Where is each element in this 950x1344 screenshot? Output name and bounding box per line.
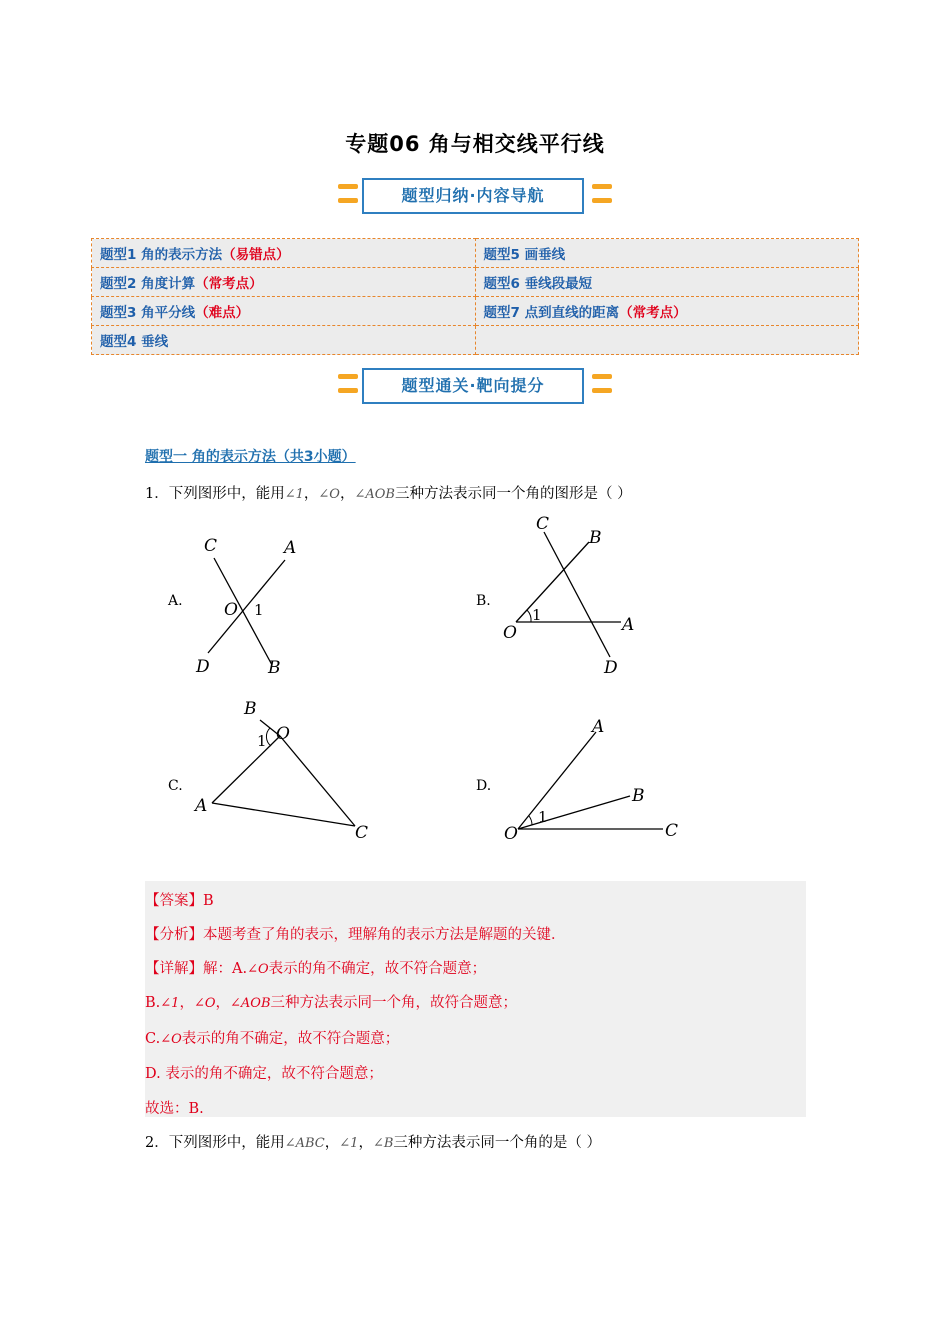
line-ad xyxy=(208,560,285,653)
label-b: B xyxy=(589,528,602,548)
label-c: C xyxy=(204,536,218,556)
topic-cell[interactable] xyxy=(475,239,859,268)
detail-text: B. xyxy=(145,995,161,1011)
banner-practice xyxy=(338,364,612,412)
angle-mark xyxy=(527,610,531,622)
figure-c xyxy=(190,698,380,840)
topic-tag: （易错点） xyxy=(222,247,290,263)
table-row xyxy=(92,297,859,326)
math-expr: ∠O xyxy=(160,1032,182,1047)
table-row xyxy=(92,239,859,268)
label-b: B xyxy=(268,658,281,678)
topic-label: 题型4 垂线 xyxy=(100,334,169,350)
analysis-line: 【分析】本题考查了角的表示，理解角的表示方法是解题的关键． xyxy=(145,927,566,943)
banner-content-navigation xyxy=(338,174,612,222)
answer-line: 【答案】B xyxy=(145,893,214,909)
topic-label: 题型6 垂线段最短 xyxy=(483,276,593,292)
label-c: C xyxy=(665,821,679,840)
detail-text: 表示的角不确定，故不符合题意； xyxy=(268,961,487,977)
separator: ， xyxy=(324,1135,340,1151)
banner-deco-icon xyxy=(592,184,612,189)
detail-line: D. 表示的角不确定，故不符合题意； xyxy=(145,1066,383,1082)
banner-deco-icon xyxy=(592,374,612,379)
label-b: B xyxy=(632,786,645,806)
label-1: 1 xyxy=(254,601,264,619)
math-expr: ∠AOB xyxy=(354,487,395,502)
topic-label: 题型3 角平分线 xyxy=(100,305,196,321)
table-row xyxy=(92,268,859,297)
math-expr: ∠O xyxy=(318,487,340,502)
topic-cell[interactable] xyxy=(92,239,476,268)
section-heading[interactable]: 题型一 角的表示方法（共3小题） xyxy=(145,449,356,465)
separator: ， xyxy=(215,995,230,1011)
math-expr: ∠1 xyxy=(284,487,304,502)
detail-text: 【详解】解：A. xyxy=(145,961,248,977)
banner-deco-icon xyxy=(338,388,358,393)
ray-ob xyxy=(516,542,589,622)
label-1: 1 xyxy=(257,732,267,750)
label-o: O xyxy=(503,623,517,643)
math-expr: ∠1 xyxy=(160,996,180,1011)
angle-mark xyxy=(529,816,532,825)
label-o: O xyxy=(504,824,518,840)
topic-tag: （难点） xyxy=(195,305,250,321)
detail-line xyxy=(145,991,517,1012)
detail-text: 表示的角不确定，故不符合题意； xyxy=(181,1031,400,1047)
question-text: 1．下列图形中，能用 xyxy=(145,486,285,502)
separator: ， xyxy=(358,1135,373,1151)
topic-cell[interactable] xyxy=(92,268,476,297)
line-cd xyxy=(544,532,610,657)
answer-block xyxy=(145,881,806,1117)
question-text: 三种方法表示同一个角的图形是（ ） xyxy=(394,486,632,502)
figure-a xyxy=(190,530,320,680)
label-1: 1 xyxy=(532,606,542,624)
banner-deco-icon xyxy=(338,374,358,379)
label-b: B xyxy=(244,699,257,719)
topic-cell[interactable] xyxy=(475,268,859,297)
detail-line xyxy=(145,1027,399,1048)
topic-table xyxy=(91,238,859,355)
topic-cell xyxy=(475,326,859,355)
option-d-label[interactable]: D. xyxy=(476,778,492,794)
question-1 xyxy=(145,482,632,503)
detail-text: C. xyxy=(145,1031,161,1047)
side-oc xyxy=(280,736,355,826)
topic-cell[interactable] xyxy=(475,297,859,326)
table-row xyxy=(92,326,859,355)
side-ac xyxy=(212,803,355,826)
topic-label: 题型7 点到直线的距离 xyxy=(483,305,620,321)
detail-line xyxy=(145,957,486,978)
question-2 xyxy=(145,1131,601,1152)
separator: ， xyxy=(179,995,194,1011)
topic-tag: （常考点） xyxy=(195,276,263,292)
topic-cell[interactable] xyxy=(92,297,476,326)
banner-deco-icon xyxy=(592,388,612,393)
label-d: D xyxy=(604,658,618,678)
label-c: C xyxy=(536,514,550,534)
separator: ， xyxy=(303,486,319,502)
label-a: A xyxy=(284,538,297,558)
banner-deco-icon xyxy=(592,198,612,203)
label-a: A xyxy=(592,717,605,737)
conclusion-line: 故选：B. xyxy=(145,1101,204,1117)
page-title: 专题06 角与相交线平行线 xyxy=(345,132,605,156)
math-expr: ∠B xyxy=(372,1136,394,1151)
option-b-label[interactable]: B. xyxy=(476,593,491,609)
separator: ， xyxy=(339,486,355,502)
math-expr: ∠O xyxy=(247,962,269,977)
label-d: D xyxy=(196,657,210,677)
ray-ob xyxy=(518,796,630,829)
label-a: A xyxy=(195,796,208,816)
figure-b xyxy=(498,512,648,680)
banner-deco-icon xyxy=(338,184,358,189)
math-expr: ∠O xyxy=(193,996,216,1011)
math-expr: ∠AOB xyxy=(230,996,271,1011)
option-a-label[interactable]: A. xyxy=(168,593,183,609)
label-a: A xyxy=(622,615,635,635)
banner-deco-icon xyxy=(338,198,358,203)
math-expr: ∠1 xyxy=(339,1136,359,1151)
banner-label: 题型通关·靶向提分 xyxy=(362,368,584,404)
topic-label: 题型5 画垂线 xyxy=(483,247,566,263)
label-o: O xyxy=(276,724,290,744)
question-text: 2．下列图形中，能用 xyxy=(145,1135,285,1151)
topic-label: 题型1 角的表示方法 xyxy=(100,247,223,263)
label-1: 1 xyxy=(538,808,548,826)
topic-label: 题型2 角度计算 xyxy=(100,276,196,292)
option-c-label[interactable]: C. xyxy=(168,778,183,794)
figure-d xyxy=(498,712,688,840)
angle-mark xyxy=(266,728,271,746)
question-text: 三种方法表示同一个角的是（ ） xyxy=(393,1135,601,1151)
banner-label: 题型归纳·内容导航 xyxy=(362,178,584,214)
detail-text: 三种方法表示同一个角，故符合题意； xyxy=(270,995,517,1011)
math-expr: ∠ABC xyxy=(284,1136,325,1151)
ray-oa xyxy=(518,732,596,829)
label-c: C xyxy=(355,823,369,840)
label-o: O xyxy=(224,600,238,620)
topic-tag: （常考点） xyxy=(619,305,687,321)
topic-cell[interactable] xyxy=(92,326,476,355)
side-oa xyxy=(212,736,280,803)
